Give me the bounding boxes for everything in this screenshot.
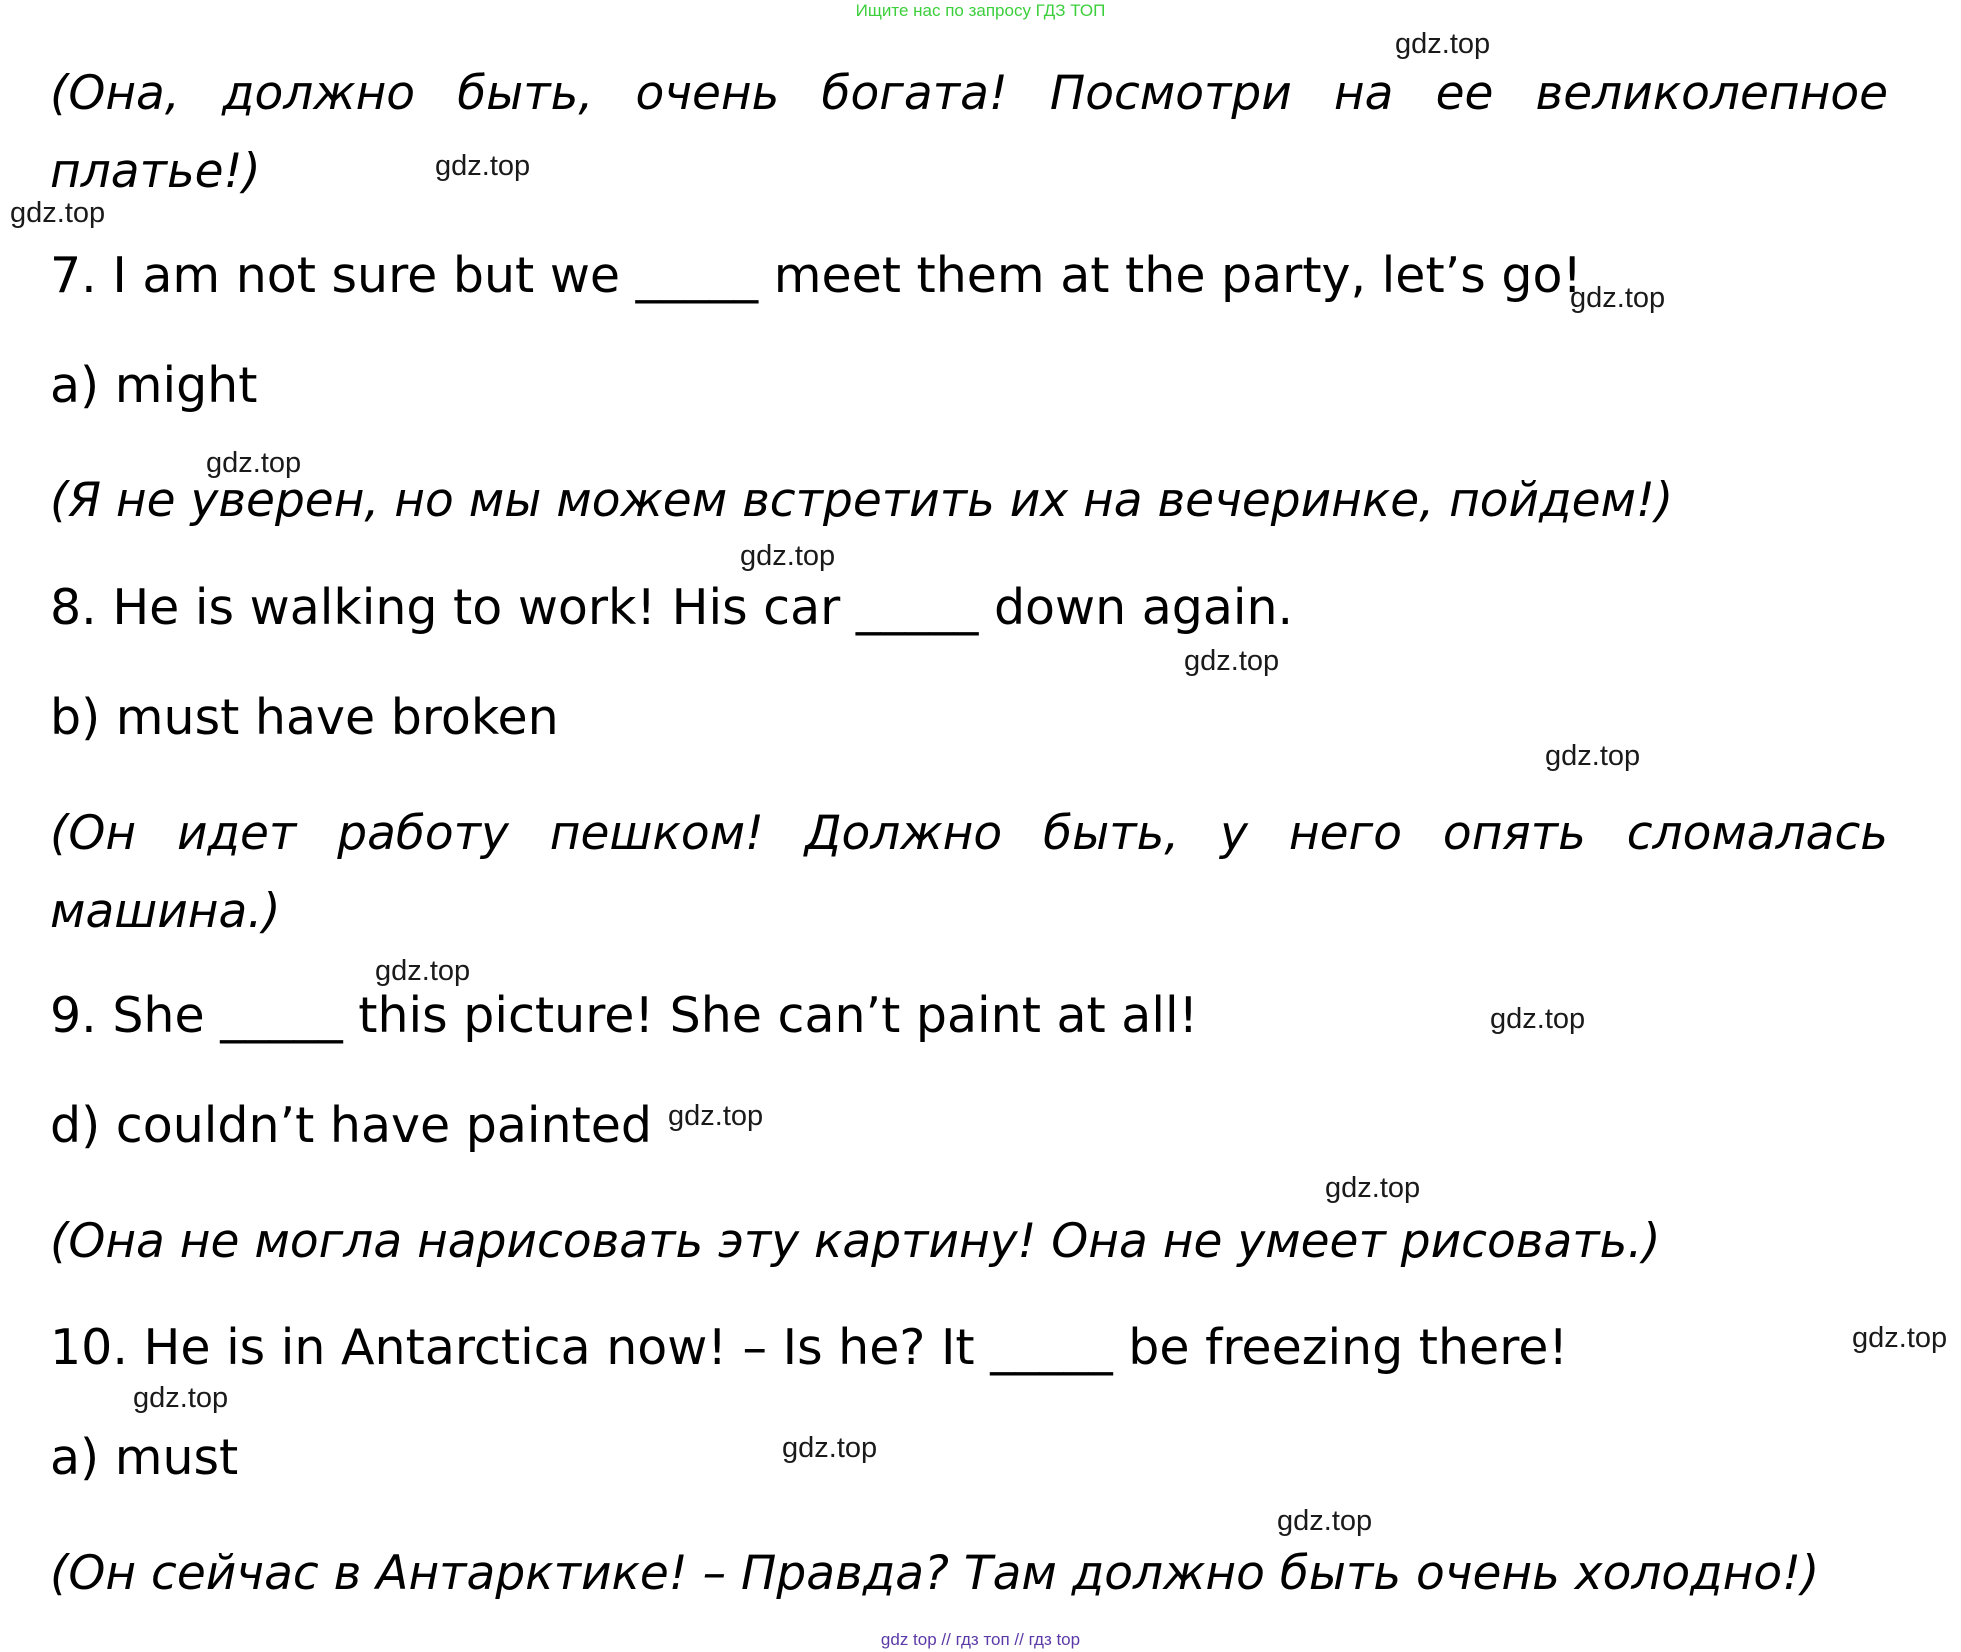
question-9: 9. She _____ this picture! She can’t paint at all!: [50, 987, 1199, 1044]
question-10: 10. He is in Antarctica now! – Is he? It _____ be freezing there!: [50, 1319, 1569, 1376]
watermark: gdz.top: [10, 197, 106, 229]
watermark: gdz.top: [1545, 740, 1641, 772]
translation-7: (Я не уверен, но мы можем встретить их на вечеринке, пойдем!): [50, 473, 1674, 528]
question-8: 8. He is walking to work! His car _____ down again.: [50, 579, 1294, 636]
answer-7: a) might: [50, 357, 258, 414]
question-7: 7. I am not sure but we _____ meet them at the party, let’s go!: [50, 247, 1583, 304]
watermark: gdz.top: [668, 1100, 764, 1132]
translation-8: (Он идет работу пешком! Должно быть, у него опять сломалась машина.): [50, 806, 1888, 939]
watermark: gdz.top: [1184, 645, 1280, 677]
watermark: gdz.top: [1325, 1172, 1421, 1204]
watermark: gdz.top: [1490, 1003, 1586, 1035]
watermark: gdz.top: [1277, 1505, 1373, 1537]
watermark: gdz.top: [435, 150, 531, 182]
watermark: gdz.top: [206, 447, 302, 479]
watermark: gdz.top: [375, 955, 471, 987]
watermark: gdz.top: [1395, 28, 1491, 60]
answer-9: d) couldn’t have painted: [50, 1097, 652, 1154]
watermark: gdz.top: [1852, 1322, 1948, 1354]
footer-links: gdz top // гдз топ // гдз top: [880, 1630, 1081, 1649]
translation-9: (Она не могла нарисовать эту картину! Она не умеет рисовать.): [50, 1214, 1661, 1269]
watermark: gdz.top: [740, 540, 836, 572]
answer-10: a) must: [50, 1429, 239, 1486]
translation-10: (Он сейчас в Антарктике! – Правда? Там должно быть очень холодно!): [50, 1546, 1820, 1601]
top-banner: Ищите нас по запросу ГДЗ ТОП: [855, 1, 1106, 20]
watermark: gdz.top: [1570, 282, 1666, 314]
watermark: gdz.top: [782, 1432, 878, 1464]
translation-6: (Она, должно быть, очень богата! Посмотри на ее великолепное платье!): [50, 66, 1888, 199]
answer-8: b) must have broken: [50, 689, 559, 746]
watermark: gdz.top: [133, 1382, 229, 1414]
